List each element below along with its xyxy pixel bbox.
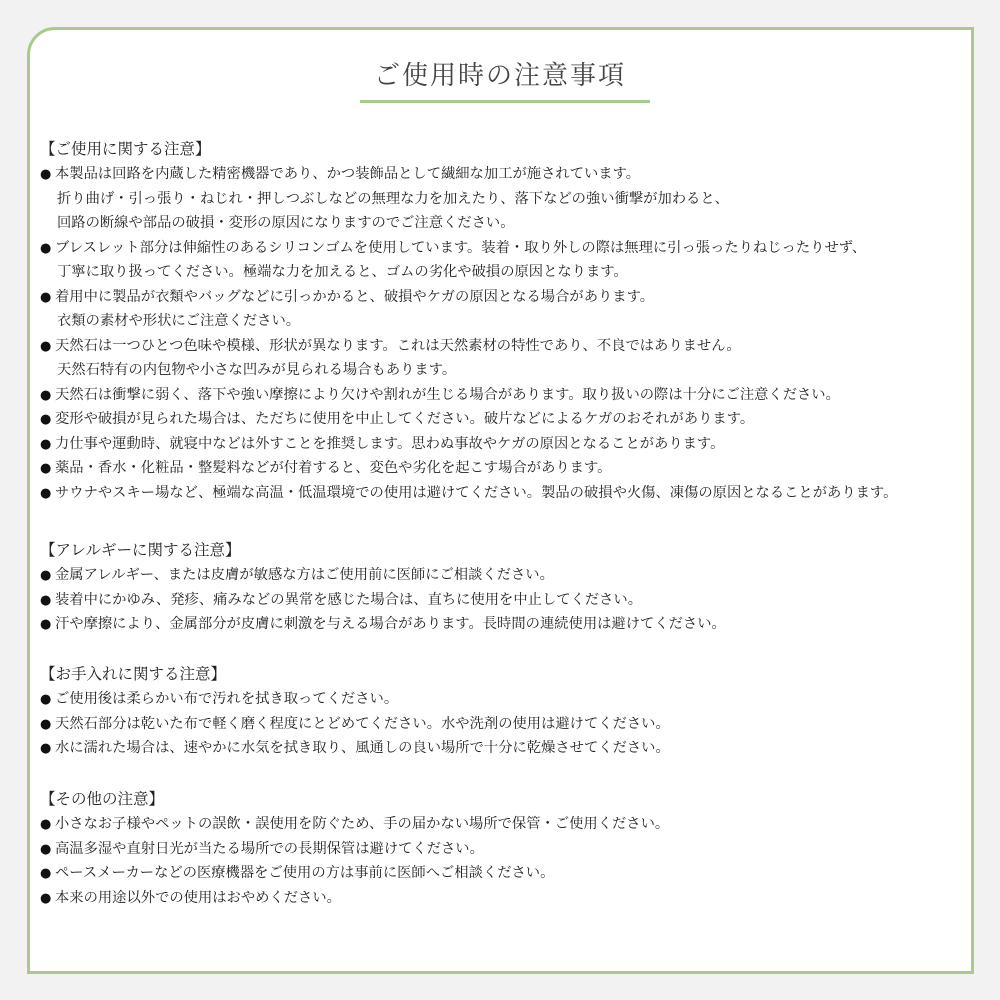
section-heading: 【お手入れに関する注意】 bbox=[40, 665, 227, 683]
bullet-icon: ● bbox=[40, 167, 52, 182]
notice-text: 天然石は一つひとつ色味や模様、形状が異なります。これは天然素材の特性であり、不良ではありません。 bbox=[55, 337, 741, 354]
notice-text: 薬品・香水・化粧品・整髪料などが付着すると、変色や劣化を起こす場合があります。 bbox=[55, 460, 612, 476]
bullet-icon: ● bbox=[40, 568, 52, 583]
notice-text: 変形や破損が見られた場合は、ただちに使用を中止してください。破片などによるケガのおそれがあります。 bbox=[55, 411, 755, 427]
notice-text: ブレスレット部分は伸縮性のあるシリコンゴムを使用しています。装着・取り外しの際は無理に引っ張ったりねじったりせず、 bbox=[55, 239, 867, 256]
notice-text: 小さなお子様やペットの誤飲・誤使用を防ぐため、手の届かない場所で保管・ご使用ください。 bbox=[55, 816, 670, 832]
section-other bbox=[40, 787, 970, 910]
notice-text: 力仕事や運動時、就寝中などは外すことを推奨します。思わぬ事故やケガの原因となることがあります。 bbox=[55, 435, 725, 452]
bullet-icon: ● bbox=[40, 436, 52, 452]
bullet-icon: ● bbox=[40, 592, 52, 608]
page-title: ご使用時の注意事項 bbox=[373, 61, 626, 91]
bullet-icon: ● bbox=[40, 289, 52, 305]
notice-item bbox=[40, 837, 970, 862]
title-underline bbox=[360, 100, 650, 103]
notice-item bbox=[40, 612, 970, 637]
notice-item bbox=[40, 407, 970, 432]
notice-text: 天然石部分は乾いた布で軽く磨く程度にとどめてください。水や洗剤の使用は避けてください。 bbox=[55, 715, 670, 732]
notice-item bbox=[40, 687, 970, 712]
section-care bbox=[40, 662, 970, 761]
notice-text: ペースメーカーなどの医療機器をご使用の方は事前に医師へご相談ください。 bbox=[55, 865, 555, 881]
notice-item bbox=[40, 481, 970, 506]
notice-text: 本来の用途以外での使用はおやめください。 bbox=[55, 889, 341, 906]
notice-item-continuation bbox=[40, 211, 970, 236]
notice-item-continuation bbox=[40, 187, 970, 212]
bullet-icon: ● bbox=[40, 866, 52, 881]
notice-item bbox=[40, 432, 970, 457]
bullet-icon: ● bbox=[40, 692, 52, 707]
bullet-icon: ● bbox=[40, 741, 52, 756]
notice-item bbox=[40, 162, 970, 187]
section-heading: 【その他の注意】 bbox=[40, 790, 165, 808]
notice-text: 装着中にかゆみ、発疹、痛みなどの異常を感じた場合は、直ちに使用を中止してください。 bbox=[55, 591, 643, 608]
notice-text: ご使用後は柔らかい布で汚れを拭き取ってください。 bbox=[55, 691, 399, 707]
bullet-icon: ● bbox=[40, 716, 52, 732]
section-usage bbox=[40, 137, 970, 505]
section-heading: 【アレルギーに関する注意】 bbox=[40, 541, 241, 559]
bullet-icon: ● bbox=[40, 387, 52, 403]
notice-text: 着用中に製品が衣類やバッグなどに引っかかると、破損やケガの原因となる場合があります。 bbox=[55, 288, 655, 305]
bullet-icon: ● bbox=[40, 841, 52, 857]
notice-text: 回路の断線や部品の破損・変形の原因になりますのでご注意ください。 bbox=[57, 215, 515, 231]
notice-text: 丁寧に取り扱ってください。極端な力を加えると、ゴムの劣化や破損の原因となります。 bbox=[57, 264, 628, 280]
section-heading: 【ご使用に関する注意】 bbox=[40, 140, 211, 158]
notice-item-continuation bbox=[40, 260, 970, 285]
bullet-icon: ● bbox=[40, 890, 52, 906]
notice-item bbox=[40, 456, 970, 481]
notice-text: 高温多湿や直射日光が当たる場所での長期保管は避けてください。 bbox=[55, 840, 484, 857]
bullet-icon: ● bbox=[40, 817, 52, 832]
notice-text: 天然石特有の内包物や小さな凹みが見られる場合もあります。 bbox=[57, 362, 457, 378]
notice-item bbox=[40, 236, 970, 261]
notice-item-continuation bbox=[40, 309, 970, 334]
notice-item bbox=[40, 712, 970, 737]
bullet-icon: ● bbox=[40, 240, 52, 256]
notice-text: サウナやスキー場など、極端な高温・低温環境での使用は避けてください。製品の破損や火傷、凍傷の原因となることがあります。 bbox=[55, 484, 898, 501]
notice-text: 汗や摩擦により、金属部分が皮膚に刺激を与える場合があります。長時間の連続使用は避けてください。 bbox=[55, 616, 726, 632]
notice-item bbox=[40, 334, 970, 359]
section-allergy bbox=[40, 538, 970, 637]
notice-text: 本製品は回路を内蔵した精密機器であり、かつ装飾品として繊細な加工が施されています。 bbox=[55, 166, 641, 182]
bullet-icon: ● bbox=[40, 485, 52, 501]
bullet-icon: ● bbox=[40, 617, 52, 632]
notice-text: 衣類の素材や形状にご注意ください。 bbox=[57, 313, 301, 329]
notice-text: 水に濡れた場合は、速やかに水気を拭き取り、風通しの良い場所で十分に乾燥させてください。 bbox=[55, 740, 670, 756]
notice-item bbox=[40, 588, 970, 613]
notice-item bbox=[40, 383, 970, 408]
notice-item bbox=[40, 861, 970, 886]
notice-item bbox=[40, 736, 970, 761]
bullet-icon: ● bbox=[40, 338, 52, 354]
notice-text: 折り曲げ・引っ張り・ねじれ・押しつぶしなどの無理な力を加えたり、落下などの強い衝撃が加わると、 bbox=[57, 190, 729, 207]
bullet-icon: ● bbox=[40, 461, 52, 476]
notice-text: 天然石は衝撃に弱く、落下や強い摩擦により欠けや割れが生じる場合があります。取り扱いの際は十分にご注意ください。 bbox=[55, 386, 840, 403]
bullet-icon: ● bbox=[40, 412, 52, 427]
notice-item bbox=[40, 886, 970, 911]
notice-text: 金属アレルギー、または皮膚が敏感な方はご使用前に医師にご相談ください。 bbox=[55, 567, 554, 583]
notice-item bbox=[40, 285, 970, 310]
notice-item bbox=[40, 812, 970, 837]
notice-item bbox=[40, 563, 970, 588]
notice-item-continuation bbox=[40, 358, 970, 383]
